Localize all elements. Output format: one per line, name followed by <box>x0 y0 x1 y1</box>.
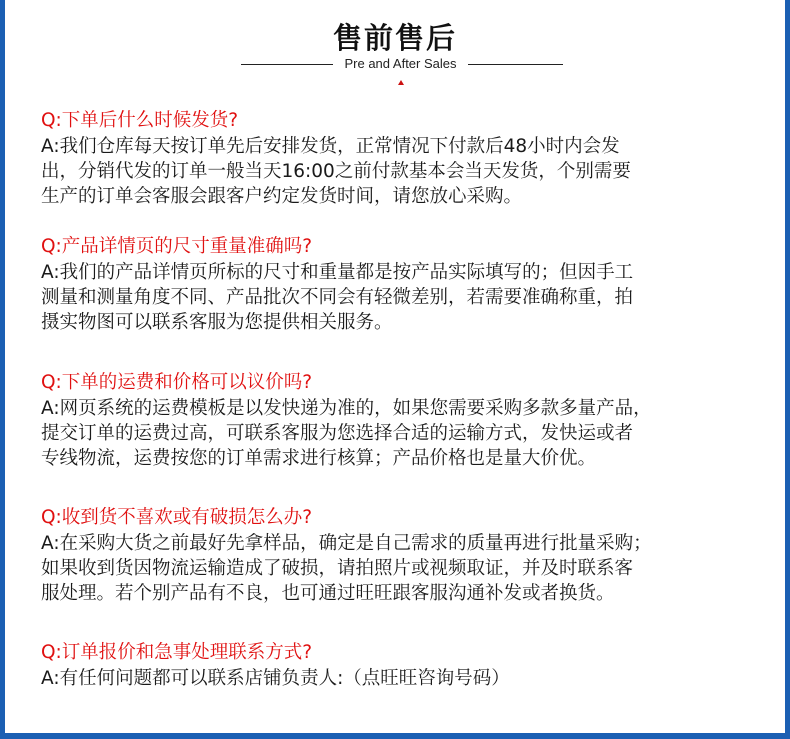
faq-answer-line: 生产的订单会客服会跟客户约定发货时间，请您放心采购。 <box>41 186 523 207</box>
faq-item-shipping-time <box>41 108 781 209</box>
faq-answer-line: 提交订单的运费过高，可联系客服为您选择合适的运输方式，发快运或者 <box>41 423 634 444</box>
faq-answer-line: A:在采购大货之前最好先拿样品，确定是自己需求的质量再进行批量采购； <box>41 533 652 554</box>
page-title: 售前售后 <box>332 21 457 55</box>
faq-item-contact <box>41 640 781 691</box>
faq-answer-line: A:有任何问题都可以联系店铺负责人:（点旺旺咨询号码） <box>41 668 510 689</box>
page-header <box>0 20 790 56</box>
faq-answer-line: 摄实物图可以联系客服为您提供相关服务。 <box>41 312 393 333</box>
faq-answer-line: A:我们的产品详情页所标的尺寸和重量都是按产品实际填写的；但因手工 <box>41 262 634 283</box>
faq-item-size-weight <box>41 234 781 335</box>
faq-question: Q:产品详情页的尺寸重量准确吗? <box>41 236 313 257</box>
faq-item-freight-price <box>41 370 781 471</box>
faq-answer-line: 专线物流，运费按您的订单需求进行核算；产品价格也是量大价优。 <box>41 448 597 469</box>
triangle-marker-icon <box>398 80 404 85</box>
faq-answer-line: 如果收到货因物流运输造成了破损，请拍照片或视频取证，并及时联系客 <box>41 558 634 579</box>
faq-question: Q:订单报价和急事处理联系方式? <box>41 642 313 663</box>
faq-question: Q:下单的运费和价格可以议价吗? <box>41 372 313 393</box>
faq-question: Q:下单后什么时候发货? <box>41 110 239 131</box>
faq-answer-line: A:我们仓库每天按订单先后安排发货，正常情况下付款后48小时内会发 <box>41 136 620 157</box>
faq-item-damage-return <box>41 505 781 606</box>
faq-answer-line: 出，分销代发的订单一般当天16:00之前付款基本会当天发货，个别需要 <box>41 161 631 182</box>
faq-question: Q:收到货不喜欢或有破损怎么办? <box>41 507 313 528</box>
faq-answer-line: A:网页系统的运费模板是以发快递为准的，如果您需要采购多款多量产品， <box>41 398 652 419</box>
page-subtitle: Pre and After Sales <box>344 56 457 71</box>
subtitle-row <box>0 56 790 72</box>
faq-answer-line: 服处理。若个别产品有不良，也可通过旺旺跟客服沟通补发或者换货。 <box>41 583 615 604</box>
divider-left <box>241 64 333 65</box>
faq-answer-line: 测量和测量角度不同、产品批次不同会有轻微差别，若需要准确称重，拍 <box>41 287 634 308</box>
divider-right <box>468 64 563 65</box>
